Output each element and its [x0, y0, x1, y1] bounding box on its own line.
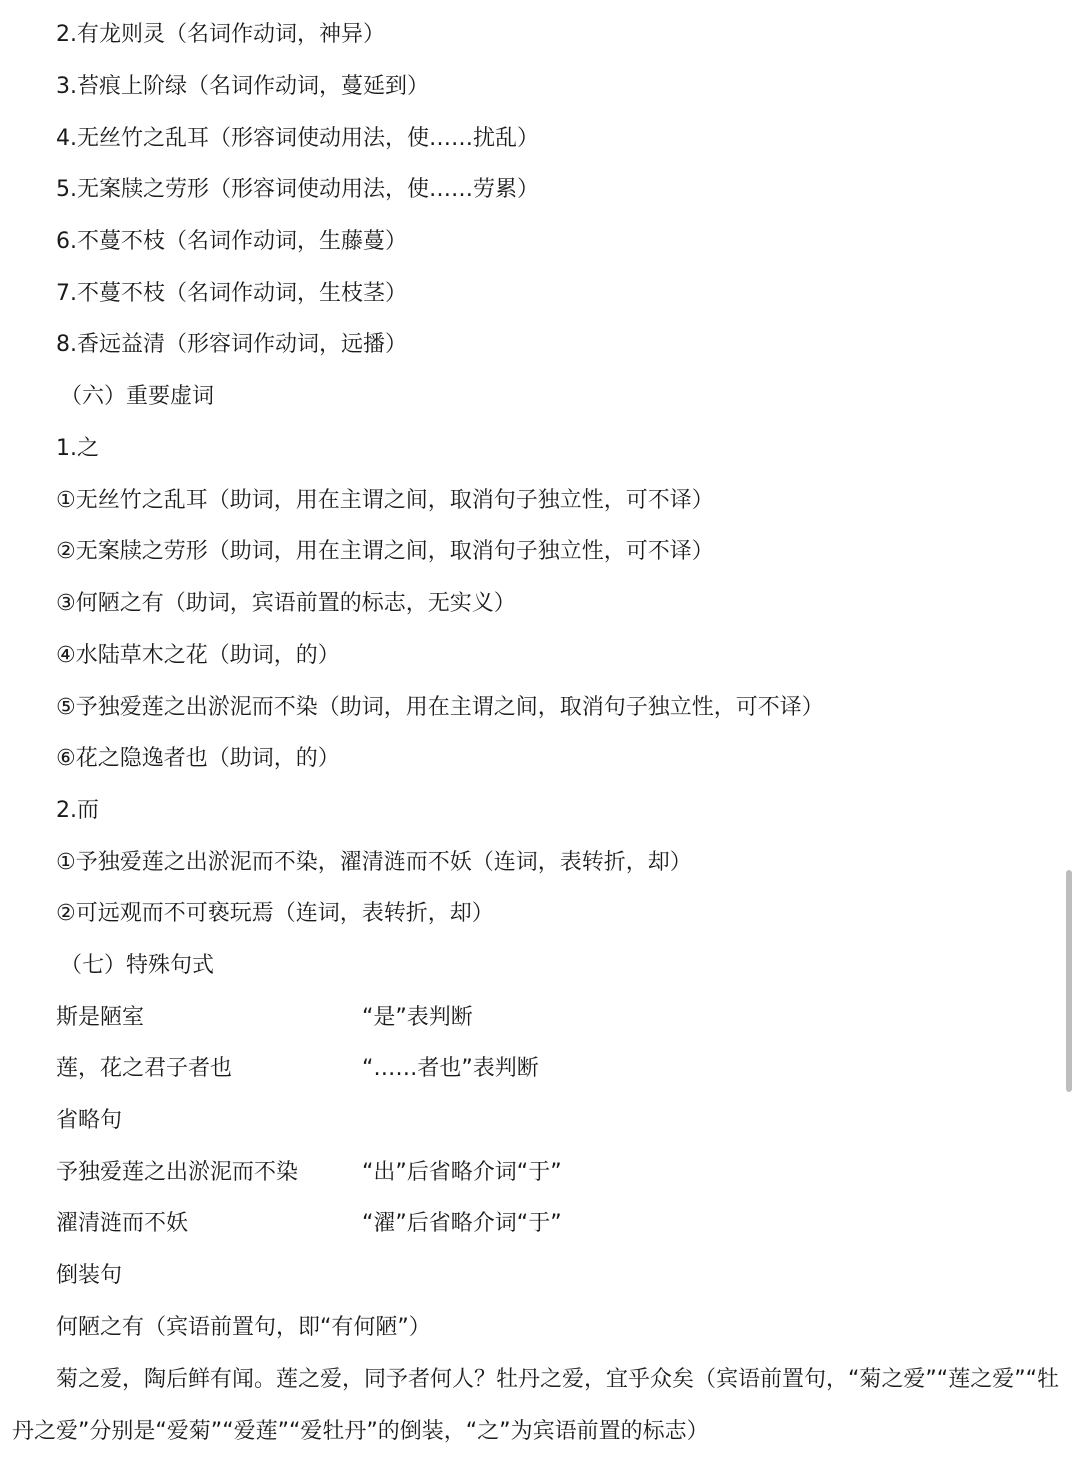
grammar-note: “……者也”表判断	[362, 1056, 539, 1081]
grammar-note: “濯”后省略介词“于”	[362, 1211, 562, 1236]
list-item: ①予独爱莲之出淤泥而不染，濯清涟而不妖（连词，表转折，却）	[56, 850, 692, 875]
text-line: 7.不蔓不枝（名词作动词，生枝茎）	[56, 281, 407, 306]
scrollbar-thumb[interactable]	[1066, 870, 1072, 1092]
text-line: 6.不蔓不枝（名词作动词，生藤蔓）	[56, 229, 407, 254]
subsection-title: 倒装句	[56, 1263, 123, 1288]
list-item: ②无案牍之劳形（助词，用在主谓之间，取消句子独立性，可不译）	[56, 539, 714, 564]
example-sentence: 莲，花之君子者也	[56, 1056, 233, 1081]
inversion-paragraph: 菊之爱，陶后鲜有闻。莲之爱，同予者何人？牡丹之爱，宜乎众矣（宾语前置句，“菊之爱”“莲之爱”“牡丹之爱”分别是“爱菊”“爱莲”“爱牡丹”的倒装，“之”为宾语前置的标志）	[12, 1367, 1059, 1444]
text-line: 3.苔痕上阶绿（名词作动词，蔓延到）	[56, 74, 429, 99]
grammar-note: “出”后省略介词“于”	[362, 1160, 562, 1185]
list-item: ④水陆草木之花（助词，的）	[56, 643, 340, 668]
subsection-title: 省略句	[56, 1108, 123, 1133]
list-item: ⑤予独爱莲之出淤泥而不染（助词，用在主谓之间，取消句子独立性，可不译）	[56, 695, 824, 720]
grammar-note: “是”表判断	[362, 1005, 473, 1030]
list-item: ⑥花之隐逸者也（助词，的）	[56, 746, 340, 771]
subsection-title: 2.而	[56, 798, 99, 823]
section-heading: （六）重要虚词	[60, 384, 215, 409]
text-line: 4.无丝竹之乱耳（形容词使动用法，使……扰乱）	[56, 126, 539, 151]
subsection-title: 1.之	[56, 436, 99, 461]
text-line: 5.无案牍之劳形（形容词使动用法，使……劳累）	[56, 177, 539, 202]
text-line: 何陋之有（宾语前置句，即“有何陋”）	[56, 1315, 431, 1340]
example-sentence: 濯清涟而不妖	[56, 1211, 189, 1236]
list-item: ①无丝竹之乱耳（助词，用在主谓之间，取消句子独立性，可不译）	[56, 488, 714, 513]
example-sentence: 予独爱莲之出淤泥而不染	[56, 1160, 299, 1185]
section-heading: （七）特殊句式	[60, 953, 215, 978]
list-item: ③何陋之有（助词，宾语前置的标志，无实义）	[56, 591, 516, 616]
text-line: 2.有龙则灵（名词作动词，神异）	[56, 22, 385, 47]
example-sentence: 斯是陋室	[56, 1005, 145, 1030]
list-item: ②可远观而不可亵玩焉（连词，表转折，却）	[56, 901, 494, 926]
text-line: 8.香远益清（形容词作动词，远播）	[56, 332, 407, 357]
